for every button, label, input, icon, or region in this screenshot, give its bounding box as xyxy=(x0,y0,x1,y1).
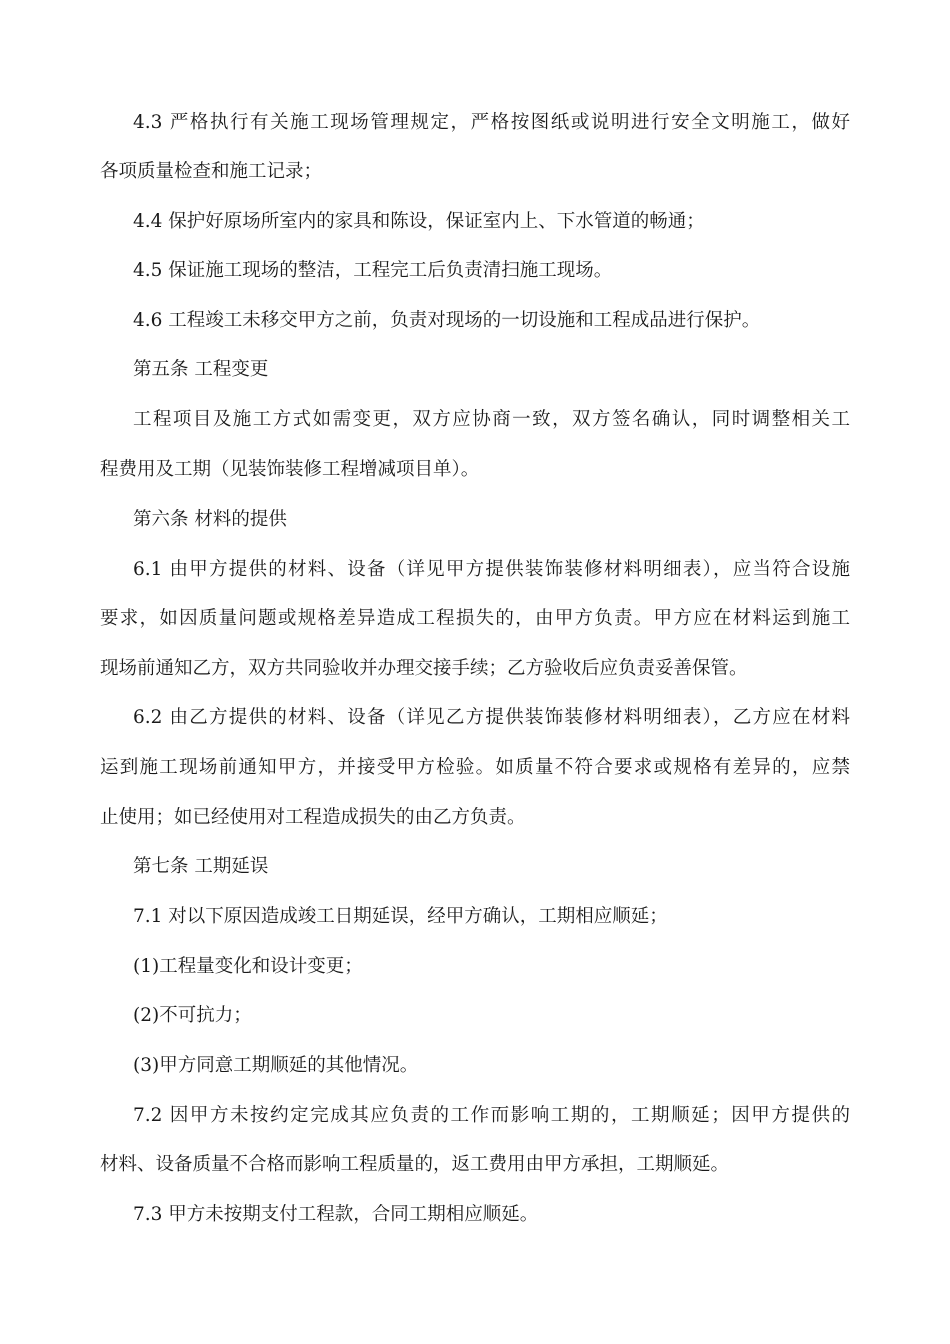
clause-7-3: 7.3 甲方未按期支付工程款，合同工期相应顺延。 xyxy=(133,1204,539,1225)
clause-7-1-item-2: (2)不可抗力； xyxy=(133,1005,252,1026)
clause-4-5: 4.5 保证施工现场的整洁，工程完工后负责清扫施工现场。 xyxy=(133,260,613,281)
clause-7-1-item-1: (1)工程量变化和设计变更； xyxy=(133,956,363,977)
clause-4-3-line-2: 各项质量检查和施工记录； xyxy=(100,161,323,182)
clause-7-1: 7.1 对以下原因造成竣工日期延误，经甲方确认，工期相应顺延； xyxy=(133,906,668,927)
clause-7-2-line-1: 7.2 因甲方未按约定完成其应负责的工作而影响工期的，工期顺延；因甲方提供的 xyxy=(133,1105,850,1126)
clause-6-2-line-1: 6.2 由乙方提供的材料、设备（详见乙方提供装饰装修材料明细表），乙方应在材料 xyxy=(133,707,850,728)
clause-4-4: 4.4 保护好原场所室内的家具和陈设，保证室内上、下水管道的畅通； xyxy=(133,211,705,232)
clause-4-6: 4.6 工程竣工未移交甲方之前，负责对现场的一切设施和工程成品进行保护。 xyxy=(133,310,761,331)
article-7-heading: 第七条 工期延误 xyxy=(133,856,269,877)
clause-6-1-line-3: 现场前通知乙方，双方共同验收并办理交接手续；乙方验收后应负责妥善保管。 xyxy=(100,658,748,679)
clause-7-1-item-3: (3)甲方同意工期顺延的其他情况。 xyxy=(133,1055,419,1076)
article-5-body-line-2: 程费用及工期（见装饰装修工程增减项目单）。 xyxy=(100,459,480,480)
clause-4-3-line-1: 4.3 严格执行有关施工现场管理规定，严格按图纸或说明进行安全文明施工，做好 xyxy=(133,112,850,133)
article-5-heading: 第五条 工程变更 xyxy=(133,359,269,380)
clause-6-1-line-2: 要求，如因质量问题或规格差异造成工程损失的，由甲方负责。甲方应在材料运到施工 xyxy=(100,608,850,629)
article-5-body-line-1: 工程项目及施工方式如需变更，双方应协商一致，双方签名确认，同时调整相关工 xyxy=(133,409,850,430)
article-6-heading: 第六条 材料的提供 xyxy=(133,509,287,530)
clause-6-1-line-1: 6.1 由甲方提供的材料、设备（详见甲方提供装饰装修材料明细表），应当符合设施 xyxy=(133,559,850,580)
clause-7-2-line-2: 材料、设备质量不合格而影响工程质量的，返工费用由甲方承担，工期顺延。 xyxy=(100,1154,730,1175)
clause-6-2-line-3: 止使用；如已经使用对工程造成损失的由乙方负责。 xyxy=(100,807,526,828)
clause-6-2-line-2: 运到施工现场前通知甲方，并接受甲方检验。如质量不符合要求或规格有差异的，应禁 xyxy=(100,757,850,778)
